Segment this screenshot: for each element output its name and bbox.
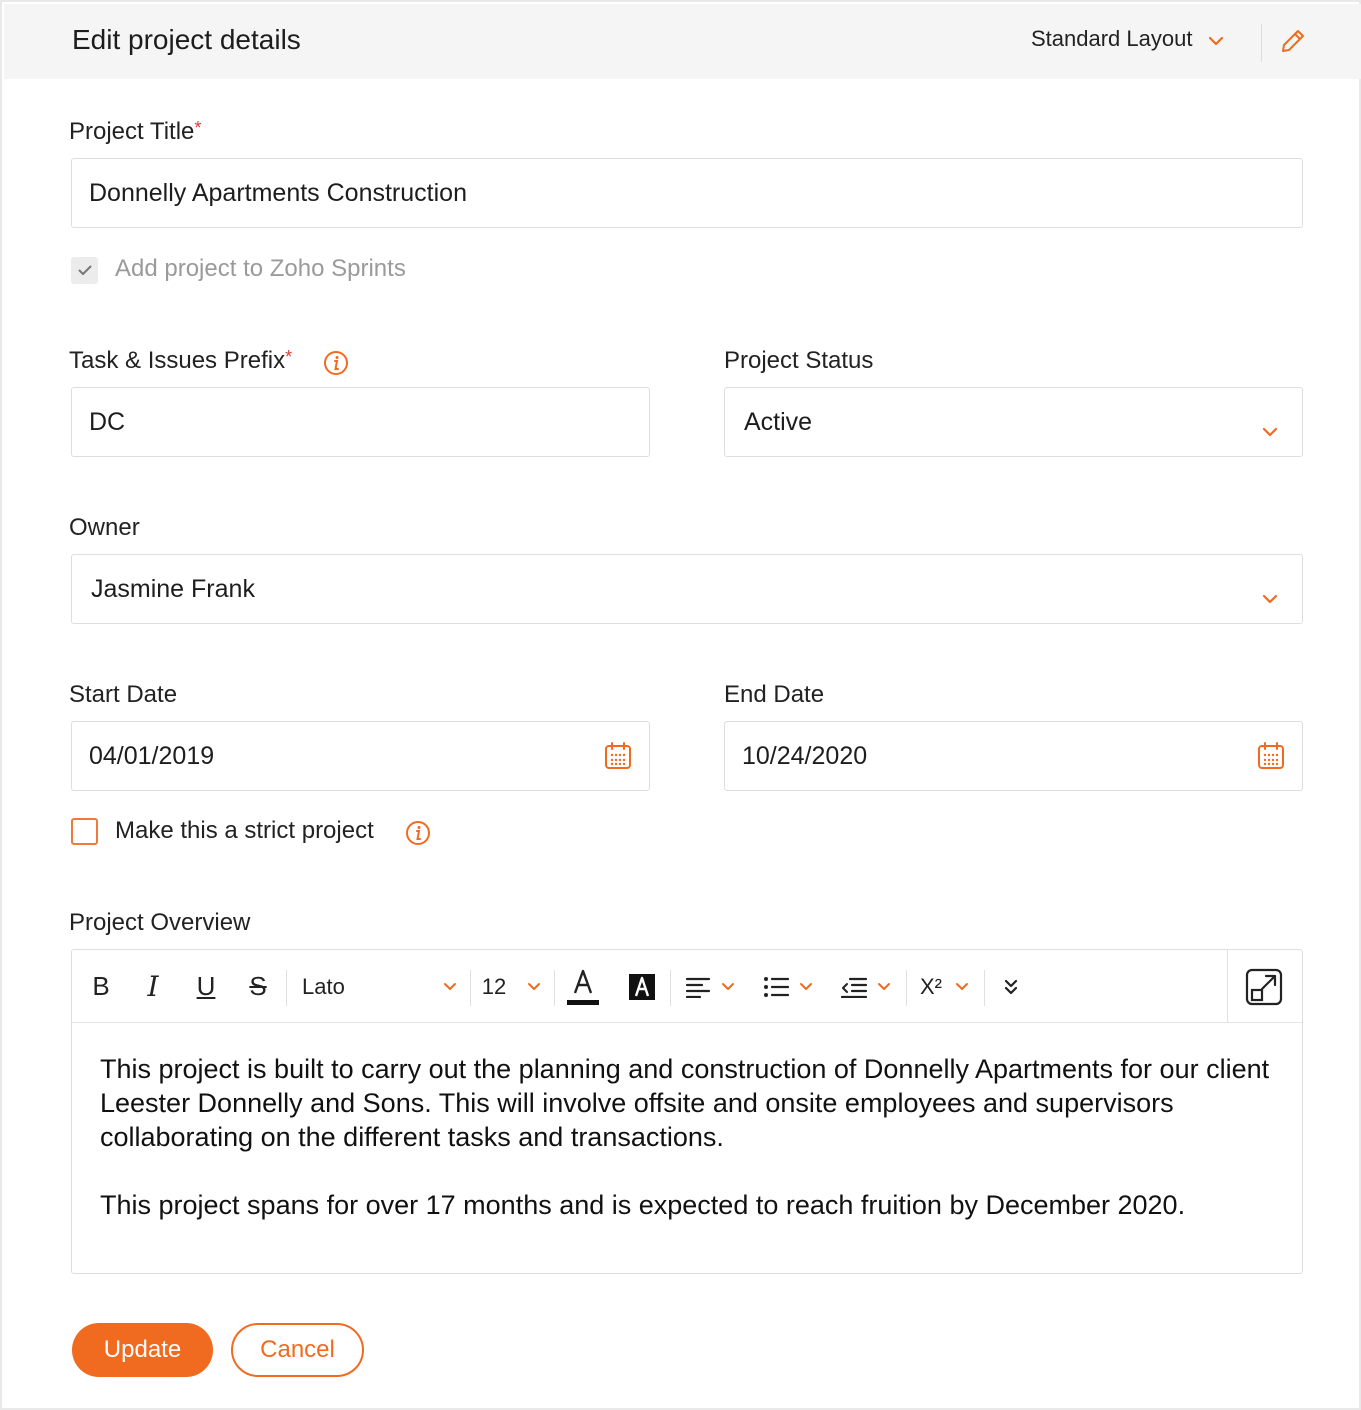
page-title: Edit project details [72, 24, 301, 55]
edit-layout-pencil-icon[interactable] [1280, 28, 1306, 59]
zoho-sprints-checkbox[interactable] [71, 257, 98, 284]
chevron-down-icon [1262, 415, 1278, 444]
expand-editor-icon[interactable] [1242, 950, 1286, 1023]
toolbar-divider [1227, 950, 1228, 1023]
prefix-info-icon[interactable] [323, 350, 349, 381]
layout-dropdown[interactable] [1031, 26, 1224, 52]
panel-header [4, 4, 1361, 79]
toolbar-divider [906, 970, 907, 1006]
overview-paragraph: This project spans for over 17 months and is expected to reach fruition by December 2020. [100, 1190, 1186, 1220]
chevron-down-icon [524, 950, 544, 1023]
project-title-label-text: Project Title [69, 118, 195, 145]
align-left-icon[interactable] [682, 950, 714, 1023]
overview-content[interactable] [100, 1052, 1280, 1222]
strict-info-icon[interactable] [405, 820, 431, 851]
zoho-sprints-label: Add project to Zoho Sprints [115, 255, 406, 282]
prefix-label-text: Task & Issues Prefix [69, 347, 286, 374]
calendar-icon[interactable] [1256, 741, 1286, 778]
end-date-value: 10/24/2020 [742, 741, 868, 770]
chevron-down-icon [1262, 582, 1278, 611]
start-date-label: Start Date [69, 681, 178, 708]
start-date-input[interactable] [71, 721, 650, 791]
font-size-value: 12 [481, 973, 507, 999]
owner-value: Jasmine Frank [91, 574, 255, 603]
bold-button[interactable]: B [92, 971, 110, 1001]
prefix-input[interactable] [71, 387, 650, 457]
prefix-label [69, 347, 292, 375]
end-date-input[interactable] [724, 721, 1303, 791]
chevron-down-icon [952, 950, 972, 1023]
overview-editor[interactable] [71, 949, 1303, 1274]
italic-button[interactable]: I [147, 970, 159, 1003]
superscript-button[interactable]: X² [920, 973, 942, 999]
check-icon [78, 265, 92, 276]
status-label: Project Status [724, 347, 874, 374]
chevron-down-icon [718, 950, 738, 1023]
toolbar-divider [554, 970, 555, 1006]
start-date-value: 04/01/2019 [89, 741, 215, 770]
header-divider [1261, 24, 1262, 62]
strikethrough-button[interactable]: S [249, 971, 267, 1001]
cancel-button[interactable]: Cancel [231, 1323, 364, 1377]
font-size-select[interactable] [478, 950, 510, 1023]
required-marker: * [285, 347, 293, 367]
indent-icon[interactable] [838, 950, 870, 1023]
chevron-down-icon [874, 950, 894, 1023]
layout-dropdown-label: Standard Layout [1031, 26, 1193, 51]
status-value: Active [744, 407, 813, 436]
status-select[interactable] [724, 387, 1303, 457]
overview-label: Project Overview [69, 909, 251, 936]
toolbar-divider [984, 970, 985, 1006]
strict-project-label: Make this a strict project [115, 817, 374, 844]
toolbar-divider [670, 970, 671, 1006]
font-family-select[interactable] [302, 950, 462, 1023]
editor-toolbar [72, 950, 1302, 1023]
project-title-label [69, 118, 201, 146]
chevron-down-icon [440, 950, 460, 1023]
bullet-list-icon[interactable] [760, 950, 792, 1023]
chevron-down-icon [796, 950, 816, 1023]
project-title-value: Donnelly Apartments Construction [89, 178, 467, 207]
more-tools-icon[interactable] [998, 950, 1024, 1023]
toolbar-divider [470, 970, 471, 1006]
owner-label: Owner [69, 514, 140, 541]
font-family-value: Lato [302, 973, 345, 999]
calendar-icon[interactable] [603, 741, 633, 778]
underline-button[interactable]: U [196, 971, 216, 1001]
highlight-color-icon[interactable] [626, 950, 658, 1023]
font-color-icon[interactable] [566, 950, 600, 1023]
strict-project-checkbox[interactable] [71, 818, 98, 845]
project-title-input[interactable] [71, 158, 1303, 228]
update-button[interactable]: Update [72, 1323, 213, 1377]
owner-select[interactable] [71, 554, 1303, 624]
end-date-label: End Date [724, 681, 825, 708]
required-marker: * [194, 118, 202, 138]
chevron-down-icon [1208, 26, 1224, 52]
toolbar-divider [286, 970, 287, 1006]
prefix-value: DC [89, 407, 126, 436]
overview-paragraph: This project is built to carry out the planning and construction of Donnelly Apartments for our client Leester Donnelly and Sons. This will involve offsite and onsite employees and supervisors collaborating on the different tasks and transactions. [100, 1054, 1270, 1152]
